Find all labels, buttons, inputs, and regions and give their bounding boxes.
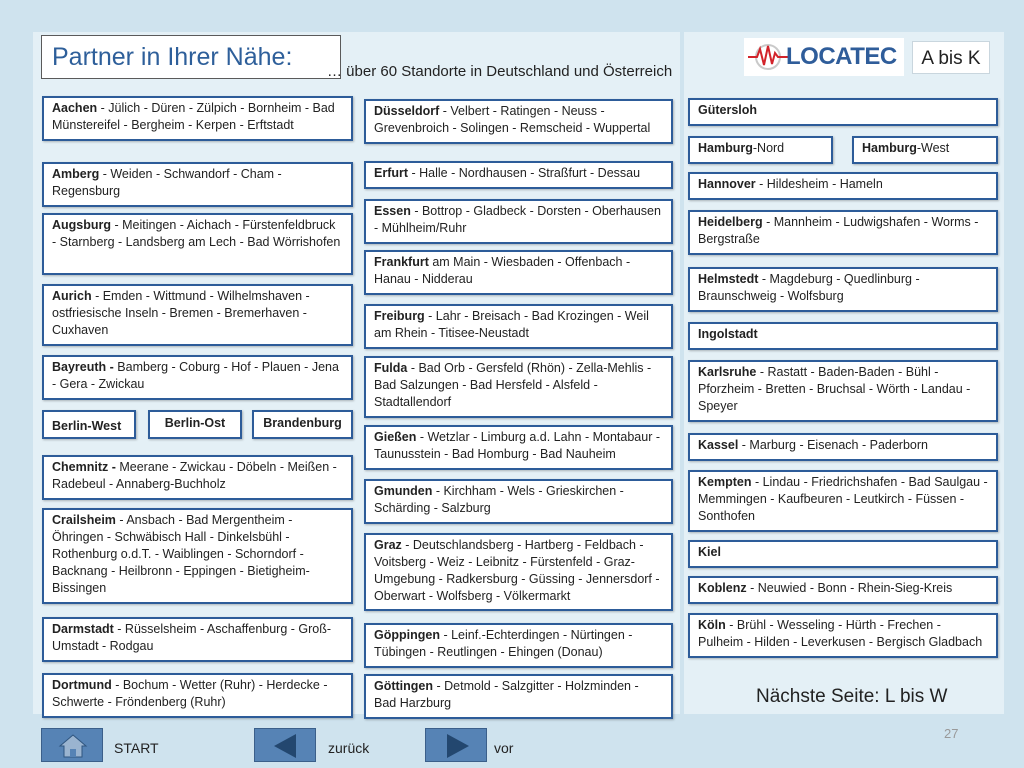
location-areas: -Nord bbox=[752, 141, 785, 155]
location-areas: - Bochum - Wetter (Ruhr) - Herdecke - Schwerte - Fröndenberg (Ruhr) bbox=[52, 678, 328, 709]
location-card[interactable] bbox=[42, 455, 353, 500]
location-card[interactable] bbox=[364, 161, 673, 189]
location-areas: - Ansbach - Bad Mergentheim - Öhringen - Schwäbisch Hall - Dinkelsbühl - Rothenburg o.d.T. - Waiblingen - Schorndorf - Backnang - Heilbronn - Eppingen - Bietigheim-Bissingen bbox=[52, 513, 310, 595]
location-card[interactable] bbox=[364, 533, 673, 611]
location-city: Freiburg bbox=[374, 309, 425, 323]
location-card[interactable] bbox=[42, 284, 353, 346]
logo-mark-icon bbox=[748, 42, 788, 72]
location-areas: - Marburg - Eisenach - Paderborn bbox=[738, 438, 928, 452]
location-card[interactable] bbox=[688, 98, 998, 126]
arrow-left-icon bbox=[255, 729, 317, 763]
back-label: zurück bbox=[328, 740, 370, 756]
location-city: Berlin-West bbox=[52, 419, 122, 433]
location-card[interactable] bbox=[688, 360, 998, 422]
arrow-right-icon bbox=[426, 729, 488, 763]
location-areas: - Wetzlar - Limburg a.d. Lahn - Montabaur - Taunusstein - Bad Homburg - Bad Nauheim bbox=[374, 430, 660, 461]
location-areas: - Lindau - Friedrichshafen - Bad Saulgau - Memmingen - Kaufbeuren - Leutkirch - Füssen - Sonthofen bbox=[698, 475, 988, 523]
location-card[interactable] bbox=[364, 99, 673, 144]
location-city: Augsburg bbox=[52, 218, 112, 232]
location-card[interactable] bbox=[688, 613, 998, 658]
location-city: Bayreuth - bbox=[52, 360, 118, 374]
forward-button[interactable] bbox=[425, 728, 487, 762]
location-city: Kempten bbox=[698, 475, 752, 489]
location-card[interactable] bbox=[42, 355, 353, 400]
location-areas: Meerane - Zwickau - Döbeln - Meißen - Radebeul - Annaberg-Buchholz bbox=[52, 460, 337, 491]
start-button[interactable] bbox=[41, 728, 103, 762]
range-box bbox=[912, 41, 990, 74]
location-areas: - Rüsselsheim - Aschaffenburg - Groß-Umstadt - Rodgau bbox=[52, 622, 332, 653]
start-label: START bbox=[114, 740, 159, 756]
location-areas: - Leinf.-Echterdingen - Nürtingen - Tübingen - Reutlingen - Ehingen (Donau) bbox=[374, 628, 633, 659]
location-card[interactable] bbox=[688, 210, 998, 255]
location-city: Graz bbox=[374, 538, 402, 552]
location-areas: - Neuwied - Bonn - Rhein-Sieg-Kreis bbox=[746, 581, 953, 595]
page-title: Partner in Ihrer Nähe: bbox=[52, 43, 293, 71]
title-box bbox=[41, 35, 341, 79]
location-areas: - Deutschlandsberg - Hartberg - Feldbach - Voitsberg - Weiz - Leibnitz - Fürstenfeld - Graz-Umgebung - Radkersburg - Güssing - Jennersdorf - Oberwart - Wolfsberg - Völkermarkt bbox=[374, 538, 660, 603]
location-areas: - Detmold - Salzgitter - Holzminden - Bad Harzburg bbox=[374, 679, 639, 710]
location-areas: - Lahr - Breisach - Bad Krozingen - Weil am Rhein - Titisee-Neustadt bbox=[374, 309, 649, 340]
location-city: Ingolstadt bbox=[698, 327, 758, 341]
location-areas: - Meitingen - Aichach - Fürstenfeldbruck - Starnberg - Landsberg am Lech - Bad Wörrishofen bbox=[52, 218, 341, 249]
location-city: Kiel bbox=[698, 545, 721, 559]
location-city: Brandenburg bbox=[263, 416, 342, 430]
next-page-link[interactable]: Nächste Seite: L bis W bbox=[756, 686, 948, 707]
location-card[interactable] bbox=[42, 410, 136, 439]
location-city: Göppingen bbox=[374, 628, 440, 642]
location-areas: - Weiden - Schwandorf - Cham - Regensburg bbox=[52, 167, 282, 198]
location-city: Hamburg bbox=[698, 141, 753, 155]
location-city: Kassel bbox=[698, 438, 739, 452]
location-areas: am Main - Wiesbaden - Offenbach - Hanau - Nidderau bbox=[374, 255, 631, 286]
locatec-logo bbox=[744, 38, 904, 76]
location-card[interactable] bbox=[42, 508, 353, 604]
location-areas: - Mannheim - Ludwigshafen - Worms - Bergstraße bbox=[698, 215, 979, 246]
location-card[interactable] bbox=[42, 213, 353, 275]
location-city: Gütersloh bbox=[698, 103, 758, 117]
location-city: Essen bbox=[374, 204, 411, 218]
location-card[interactable] bbox=[364, 479, 673, 524]
location-card[interactable] bbox=[688, 322, 998, 350]
location-card[interactable] bbox=[688, 576, 998, 604]
location-city: Chemnitz - bbox=[52, 460, 120, 474]
back-button[interactable] bbox=[254, 728, 316, 762]
location-areas: - Jülich - Düren - Zülpich - Bornheim - Bad Münstereifel - Bergheim - Kerpen - Erftstadt bbox=[52, 101, 335, 132]
location-card[interactable] bbox=[364, 356, 673, 418]
location-card[interactable] bbox=[688, 267, 998, 312]
location-city: Gießen bbox=[374, 430, 417, 444]
location-areas: - Brühl - Wesseling - Hürth - Frechen - Pulheim - Hilden - Leverkusen - Bergisch Gladbach bbox=[698, 618, 983, 649]
page-number: 27 bbox=[944, 726, 959, 741]
location-city: Berlin-Ost bbox=[164, 416, 226, 430]
location-city: Düsseldorf bbox=[374, 104, 440, 118]
logo-text: LOCATEC bbox=[786, 43, 897, 70]
home-icon bbox=[42, 729, 104, 763]
location-card[interactable] bbox=[42, 96, 353, 141]
location-card[interactable] bbox=[688, 540, 998, 568]
location-card[interactable] bbox=[688, 136, 833, 164]
location-city: Köln bbox=[698, 618, 726, 632]
location-city: Heidelberg bbox=[698, 215, 763, 229]
location-city: Amberg bbox=[52, 167, 100, 181]
location-city: Helmstedt bbox=[698, 272, 759, 286]
location-city: Gmunden bbox=[374, 484, 433, 498]
location-city: Hamburg bbox=[862, 141, 917, 155]
range-label: A bis K bbox=[921, 48, 981, 69]
location-areas: Bamberg - Coburg - Hof - Plauen - Jena - Gera - Zwickau bbox=[52, 360, 339, 391]
location-city: Crailsheim bbox=[52, 513, 116, 527]
location-card[interactable] bbox=[42, 617, 353, 662]
location-card[interactable] bbox=[364, 425, 673, 470]
location-card[interactable] bbox=[148, 410, 242, 439]
location-city: Koblenz bbox=[698, 581, 747, 595]
location-card[interactable] bbox=[364, 199, 673, 244]
page-subtitle: … über 60 Standorte in Deutschland und Österreich bbox=[327, 63, 673, 80]
location-areas: - Halle - Nordhausen - Straßfurt - Dessau bbox=[408, 166, 641, 180]
location-card[interactable] bbox=[364, 623, 673, 668]
location-city: Aachen bbox=[52, 101, 98, 115]
location-card[interactable] bbox=[364, 304, 673, 349]
location-card[interactable] bbox=[252, 410, 353, 439]
location-areas: -West bbox=[916, 141, 950, 155]
location-city: Karlsruhe bbox=[698, 365, 757, 379]
location-city: Hannover bbox=[698, 177, 756, 191]
forward-label: vor bbox=[494, 740, 514, 756]
location-card[interactable] bbox=[364, 674, 673, 719]
location-card[interactable] bbox=[42, 673, 353, 718]
location-card[interactable] bbox=[42, 162, 353, 207]
location-areas: - Emden - Wittmund - Wilhelmshaven - ostfriesische Inseln - Bremen - Bremerhaven - Cuxhaven bbox=[52, 289, 310, 337]
location-card[interactable] bbox=[688, 470, 998, 532]
location-card[interactable] bbox=[364, 250, 673, 295]
location-areas: - Hildesheim - Hameln bbox=[755, 177, 883, 191]
location-card[interactable] bbox=[688, 172, 998, 200]
location-city: Göttingen bbox=[374, 679, 434, 693]
location-areas: - Velbert - Ratingen - Neuss - Grevenbroich - Solingen - Remscheid - Wuppertal bbox=[374, 104, 651, 135]
location-areas: - Bottrop - Gladbeck - Dorsten - Oberhausen - Mühlheim/Ruhr bbox=[374, 204, 661, 235]
location-city: Fulda bbox=[374, 361, 408, 375]
location-city: Dortmund bbox=[52, 678, 112, 692]
location-areas: - Magdeburg - Quedlinburg - Braunschweig - Wolfsburg bbox=[698, 272, 920, 303]
location-city: Aurich bbox=[52, 289, 92, 303]
location-card[interactable] bbox=[852, 136, 998, 164]
location-areas: - Rastatt - Baden-Baden - Bühl - Pforzheim - Bretten - Bruchsal - Wörth - Landau - Speyer bbox=[698, 365, 971, 413]
location-city: Darmstadt bbox=[52, 622, 114, 636]
location-areas: - Kirchham - Wels - Grieskirchen - Schärding - Salzburg bbox=[374, 484, 624, 515]
location-card[interactable] bbox=[688, 433, 998, 461]
location-areas: - Bad Orb - Gersfeld (Rhön) - Zella-Mehlis - Bad Salzungen - Bad Hersfeld - Alsfeld - Stadtallendorf bbox=[374, 361, 652, 409]
location-city: Erfurt bbox=[374, 166, 409, 180]
location-city: Frankfurt bbox=[374, 255, 429, 269]
